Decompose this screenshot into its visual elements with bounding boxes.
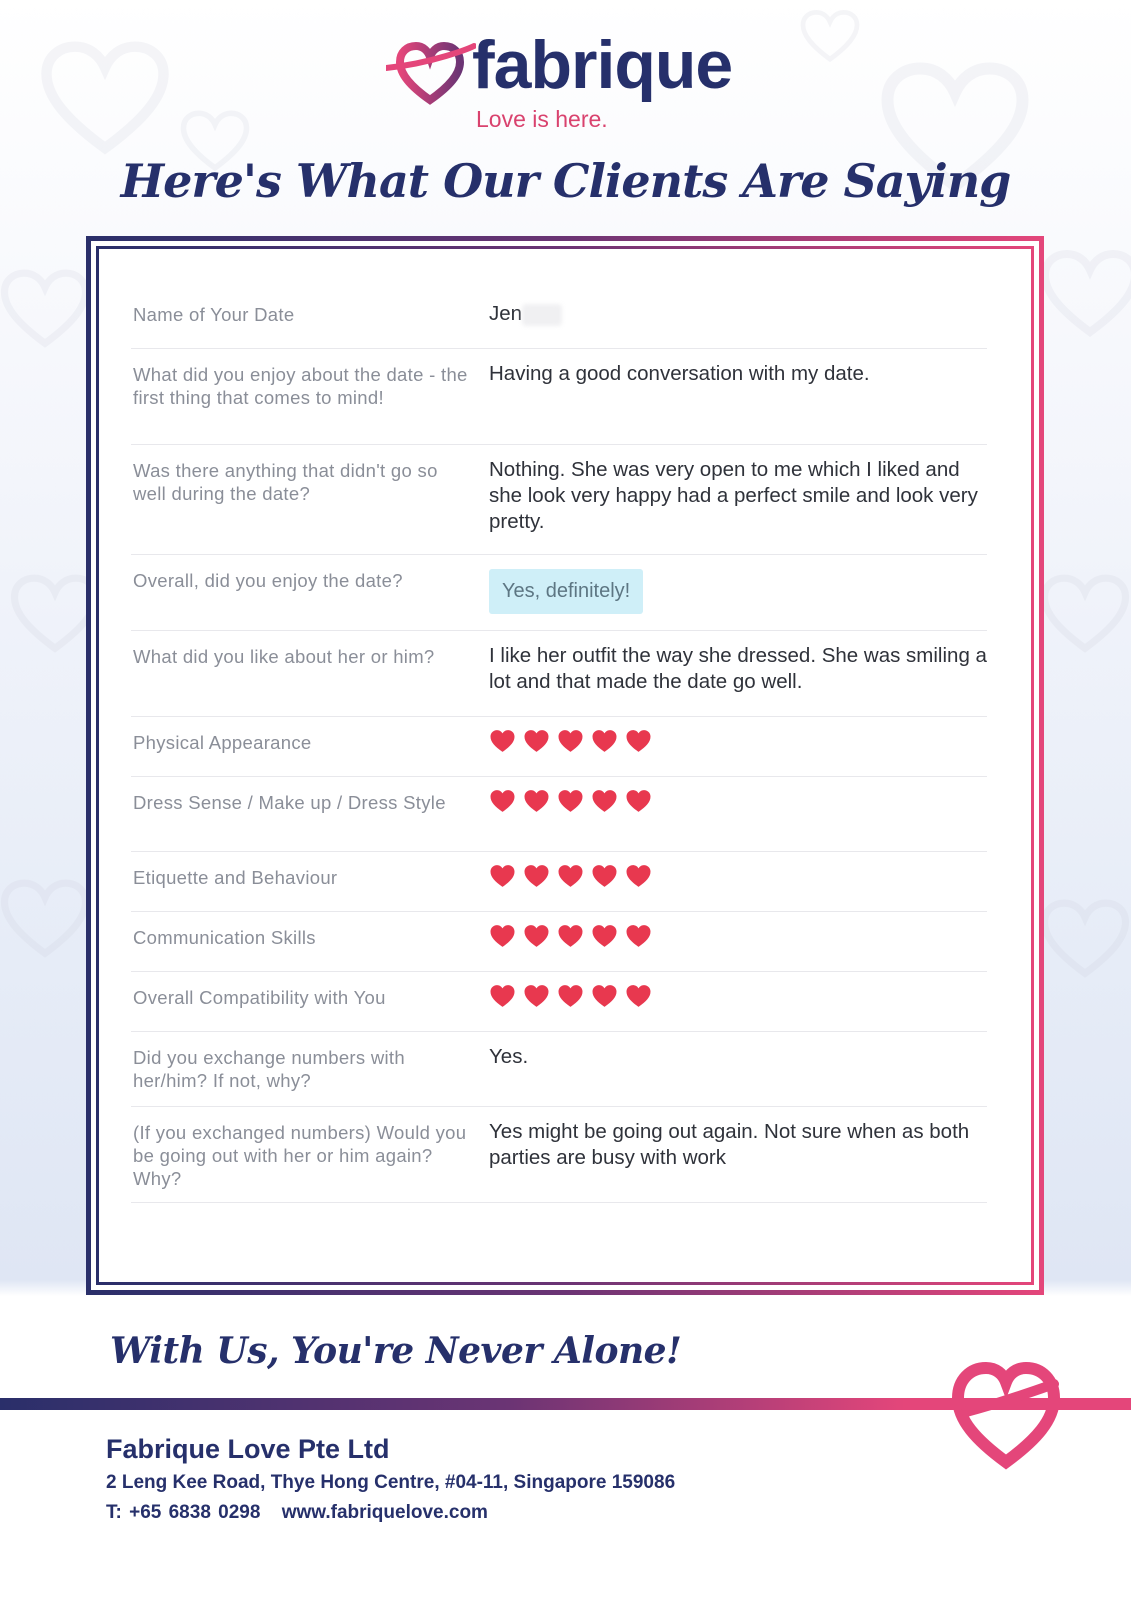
answer-text: [489, 301, 989, 327]
question-label: Communication Skills: [133, 927, 316, 948]
feedback-row: [131, 289, 987, 349]
answer-text: [489, 1119, 989, 1171]
question-label: What did you like about her or him?: [133, 646, 435, 667]
answer-value: I like her outfit the way she dressed. She was smiling a lot and that made the date go well.: [489, 644, 987, 693]
feedback-row: [131, 1107, 987, 1203]
feedback-row: [131, 717, 987, 777]
question-label: Overall Compatibility with You: [133, 987, 386, 1008]
heart-icon: [591, 984, 618, 1008]
heart-rating: [489, 984, 652, 1014]
feedback-row: [131, 852, 987, 912]
feedback-row: [131, 349, 987, 445]
feedback-row: [131, 445, 987, 555]
company-website[interactable]: www.fabriquelove.com: [281, 1502, 488, 1523]
redacted-surname: [522, 304, 562, 326]
heart-icon: [523, 864, 550, 888]
heart-icon: [557, 729, 584, 753]
question-label: Overall, did you enjoy the date?: [133, 570, 403, 591]
heart-icon: [489, 924, 516, 948]
heart-icon: [489, 729, 516, 753]
brand-name: fabrique: [472, 27, 733, 103]
answer-value: Yes.: [489, 1045, 529, 1068]
feedback-row: [131, 555, 987, 631]
heart-icon: [523, 729, 550, 753]
heart-icon: [625, 984, 652, 1008]
question-label: Physical Appearance: [133, 732, 312, 753]
answer-value: Yes might be going out again. Not sure when as both parties are busy with work: [489, 1120, 970, 1169]
question-label: Name of Your Date: [133, 304, 295, 325]
company-address: 2 Leng Kee Road, Thye Hong Centre, #04-11, Singapore 159086: [106, 1472, 676, 1493]
heart-icon: [591, 729, 618, 753]
question-label: Dress Sense / Make up / Dress Style: [133, 792, 446, 813]
feedback-card-frame: [86, 236, 1044, 1295]
heart-rating: [489, 789, 652, 819]
brand-logo: [386, 27, 746, 136]
heart-icon: [489, 864, 516, 888]
answer-text: [489, 643, 989, 695]
question-label: What did you enjoy about the date - the first thing that comes to mind!: [133, 364, 468, 408]
feedback-row: [131, 777, 987, 852]
company-contact: [106, 1502, 488, 1524]
heart-rating: [489, 924, 652, 954]
heart-icon: [625, 924, 652, 948]
heart-icon: [557, 984, 584, 1008]
heart-icon: [523, 924, 550, 948]
heart-icon: [557, 924, 584, 948]
question-label: (If you exchanged numbers) Would you be going out with her or him again? Why?: [133, 1122, 467, 1189]
question-label: Did you exchange numbers with her/him? If not, why?: [133, 1047, 405, 1091]
heart-icon: [591, 864, 618, 888]
feedback-row: [131, 972, 987, 1032]
heart-icon: [557, 789, 584, 813]
heart-icon: [523, 789, 550, 813]
heart-rating: [489, 864, 652, 894]
brand-tagline: Love is here.: [476, 106, 608, 132]
heart-logo-icon: [386, 36, 476, 106]
feedback-row: [131, 631, 987, 717]
footer-tagline: With Us, You're Never Alone!: [110, 1330, 682, 1372]
heart-knot-icon: [946, 1354, 1076, 1470]
heart-icon: [489, 984, 516, 1008]
heart-icon: [489, 789, 516, 813]
answer-value: Having a good conversation with my date.: [489, 362, 870, 385]
page-headline: Here's What Our Clients Are Saying: [120, 154, 1011, 208]
question-label: Was there anything that didn't go so well during the date?: [133, 460, 438, 504]
heart-icon: [625, 729, 652, 753]
answer-text: [489, 457, 989, 535]
question-label: Etiquette and Behaviour: [133, 867, 338, 888]
answer-value: Jen: [489, 302, 523, 325]
heart-icon: [557, 864, 584, 888]
feedback-row: [131, 1032, 987, 1107]
feedback-row: [131, 912, 987, 972]
heart-icon: [591, 789, 618, 813]
company-phone: T: +65 6838 0298: [106, 1502, 261, 1523]
answer-text: [489, 1044, 989, 1070]
feedback-card: [99, 249, 1031, 1282]
heart-icon: [625, 789, 652, 813]
company-name: Fabrique Love Pte Ltd: [106, 1434, 390, 1464]
answer-badge: Yes, definitely!: [489, 569, 643, 614]
heart-rating: [489, 729, 652, 759]
heart-icon: [625, 864, 652, 888]
heart-icon: [591, 924, 618, 948]
answer-value: Nothing. She was very open to me which I liked and she look very happy had a perfect smile and look very pretty.: [489, 458, 978, 533]
answer-text: [489, 361, 989, 387]
heart-icon: [523, 984, 550, 1008]
